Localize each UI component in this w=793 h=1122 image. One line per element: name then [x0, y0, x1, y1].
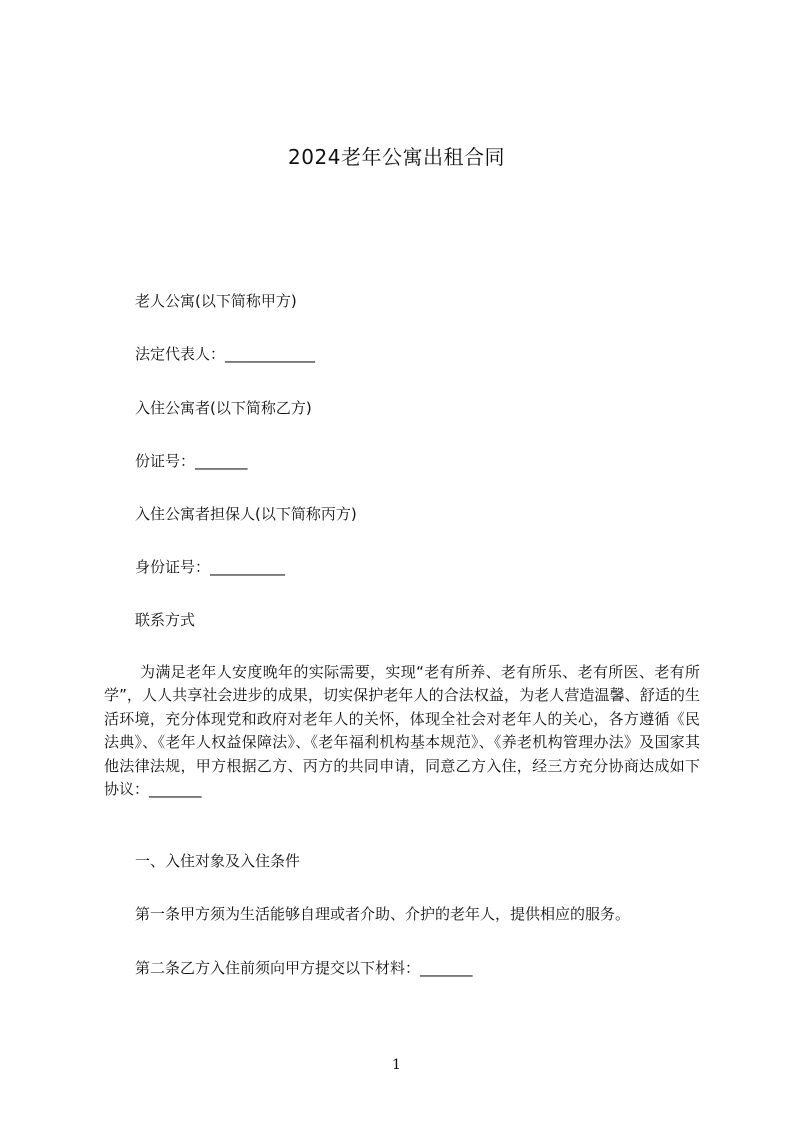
id-number-line: 份证号：_______: [135, 452, 248, 470]
contact-info-line: 联系方式: [135, 611, 196, 629]
article-1: 第一条甲方须为生活能够自理或者介助、介护的老年人，提供相应的服务。: [135, 905, 631, 923]
section-heading: 一、入住对象及入住条件: [135, 852, 301, 870]
contract-preamble-paragraph: 为满足老年人安度晚年的实际需要，实现“老有所养、老有所乐、老有所医、老有所学”，人人共享社会进步的成果，切实保护老年人的合法权益，为老人营造温馨、舒适的生活环境，充分体现党和政府对老年人的关怀，体现全社会对老年人的关心，各方遵循《民法典》、《老年人权益保障法》、《老年福利机构基本规范》、《养老机构管理办法》及国家其他法律法规，甲方根据乙方、丙方的共同申请，同意乙方入住，经三方充分协商达成如下协议：_______: [104, 663, 700, 799]
guarantor-id-number-line: 身份证号：__________: [135, 558, 286, 576]
page-number: 1: [392, 1057, 401, 1073]
party-b-line: 入住公寓者(以下简称乙方): [135, 399, 312, 417]
legal-representative-line: 法定代表人：____________: [135, 345, 316, 363]
article-2: 第二条乙方入住前须向甲方提交以下材料：_______: [135, 959, 473, 977]
party-a-line: 老人公寓(以下简称甲方): [135, 292, 297, 310]
party-c-line: 入住公寓者担保人(以下简称丙方): [135, 505, 357, 523]
document-title: 2024老年公寓出租合同: [288, 145, 505, 169]
